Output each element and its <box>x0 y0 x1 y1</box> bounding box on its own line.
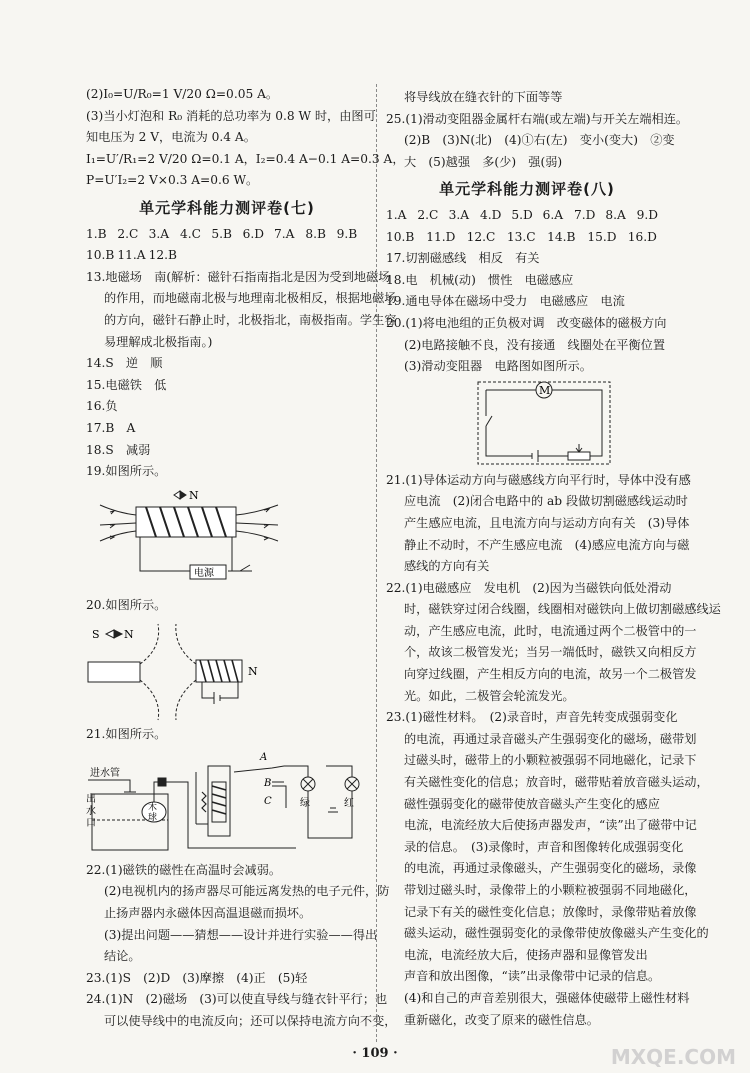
answer-23-cont: (4)和自己的声音差别很大，强磁体使磁带上磁性材料 <box>404 990 690 1005</box>
mc-answer: 12.B <box>148 248 177 263</box>
mc-answer: 6.A <box>542 207 564 222</box>
answer-23-cont: 磁头运动，磁性强弱变化的录像带使放像磁头产生变化的 <box>404 926 709 941</box>
motor-label: M <box>539 383 551 397</box>
mc-answer: 5.B <box>211 226 232 241</box>
answer-23-cont: 磁性强弱变化的磁带使放音磁头产生变化的感应 <box>404 796 660 811</box>
mc-answers-row1 <box>386 205 668 227</box>
mc-answer: 5.D <box>511 207 533 222</box>
answer-22: 22.(1)磁铁的磁性在高温时会减弱。 <box>86 862 282 877</box>
answer-25-cont: (2)B (3)N(北) (4)①右(左) 变小(变大) ②变 <box>404 133 675 148</box>
figure-label: N <box>248 665 258 679</box>
mc-answer: 8.B <box>305 226 326 241</box>
answer-14: 14.S 逆 顺 <box>86 356 163 371</box>
answer-18: 18.S 减弱 <box>86 442 151 457</box>
answer-19: 19.如图所示。 <box>86 464 167 479</box>
figure-21-water-alarm <box>86 748 368 858</box>
mc-answer: 11.A <box>117 248 146 263</box>
mc-answer: 2.C <box>417 207 439 222</box>
mc-answer: 15.D <box>587 229 617 244</box>
mc-answer: 10.B <box>386 229 415 244</box>
mc-answer: 3.A <box>148 226 170 241</box>
mc-answer: 12.C <box>466 229 496 244</box>
figure-label: 出 <box>86 793 96 805</box>
answer-23-cont: 的电流，再通过录像磁头，产生强弱变化的磁场，录像 <box>404 861 697 876</box>
section-title-8: 单元学科能力测评卷(八) <box>439 180 615 199</box>
mc-answer: 1.A <box>386 207 407 222</box>
answer-17: 17.切割磁感线 相反 有关 <box>386 251 540 266</box>
answer-23-cont: 带划过磁头时，录像带上的小颗粒被强弱不同地磁化， <box>404 883 697 897</box>
answer-21: 21.如图所示。 <box>86 727 167 742</box>
answer-23-cont: 的电流，再通过录音磁头产生强弱变化的磁场，磁带划 <box>404 731 697 746</box>
answer-13-cont: 的作用，而地磁南北极与地理南北极相反，根据地磁场 <box>104 291 397 306</box>
answer-13-cont: 易理解成北极指南。) <box>104 334 213 349</box>
answer-15: 15.电磁铁 低 <box>86 377 167 392</box>
answer-20-cont: (2)电路接触不良，没有接通 线圈处在平衡位置 <box>404 337 666 352</box>
mc-answer: 4.D <box>480 207 502 222</box>
mc-answer: 16.D <box>627 229 657 244</box>
figure-20-magnet-coil <box>88 618 268 722</box>
figure-label: S <box>92 628 100 642</box>
left-column <box>86 84 405 1033</box>
answer-21-cont: 感线的方向有关 <box>404 559 490 574</box>
figure-label: 球 <box>148 812 158 823</box>
mc-answers-row2 <box>86 245 368 267</box>
answer-22-cont: 向穿过线圈，产生相反方向的电流，故另一个二极管发 <box>404 667 697 682</box>
figure-label: 口 <box>86 817 96 829</box>
mc-answer: 7.A <box>274 226 295 241</box>
mc-answer: 2.C <box>117 226 139 241</box>
answer-23-cont: 电流，电流经放大后，使扬声器和显像管发出 <box>404 947 648 962</box>
answer-22: 22.(1)电磁感应 发电机 (2)因为当磁铁向低处滑动 <box>386 580 672 595</box>
mc-answer: 11.D <box>426 229 456 244</box>
figure-label: 红 <box>344 797 354 809</box>
mc-answer: 3.A <box>448 207 470 222</box>
text-line: I₁=U′/R₁=2 V/20 Ω=0.1 A，I₂=0.4 A−0.1 A=0.3 A， <box>86 151 405 166</box>
mc-answer: 4.C <box>180 226 201 241</box>
answer-22-cont: (2)电视机内的扬声器尽可能远离发热的电子元件，防 <box>104 884 390 899</box>
answer-23-cont: 过磁头时，磁带上的小颗粒被强弱不同地磁化，记录下 <box>404 753 697 768</box>
mc-answer: 9.B <box>336 226 358 241</box>
watermark-logo: MXQE.COM <box>610 1045 736 1069</box>
answer-13: 13.地磁场 南(解析：磁针石指南指北是因为受到地磁场 <box>86 269 391 284</box>
answer-25: 25.(1)滑动变阻器金属杆右端(或左端)与开关左端相连。 <box>386 111 689 126</box>
answer-20: 20.(1)将电池组的正负极对调 改变磁体的磁极方向 <box>386 315 667 330</box>
figure-label: C <box>264 795 272 807</box>
answer-23-cont: 有关磁性变化的信息；放音时，磁带贴着放音磁头运动， <box>404 775 709 790</box>
figure-label: 水 <box>86 805 96 817</box>
answer-21-cont: 应电流 (2)闭合电路中的 ab 段做切割磁感线运动时 <box>404 494 688 509</box>
section-title-7: 单元学科能力测评卷(七) <box>139 198 315 217</box>
mc-answer: 9.D <box>636 207 659 222</box>
answer-22-cont: 时，磁铁穿过闭合线圈，线圈相对磁铁向上做切割磁感线运 <box>404 602 721 617</box>
answer-22-cont: 结论。 <box>104 949 141 964</box>
mc-answer: 13.C <box>506 229 536 244</box>
answer-22-cont: 光。如此，二极管会轮流发光。 <box>404 688 575 703</box>
answer-25-cont: 大 (5)越强 多(少) 强(弱) <box>404 154 563 169</box>
answer-24-cont: 将导线放在缝衣针的下面等等 <box>404 90 563 104</box>
answer-23-cont: 声音和放出图像，“读”出录像带中记录的信息。 <box>404 969 661 984</box>
answer-22-cont: 个，故该二极管发光；当另一端低时，磁铁又向相反方 <box>404 645 697 660</box>
figure-label: A <box>260 751 268 763</box>
answer-22-cont: (3)提出问题——猜想——设计并进行实验——得出 <box>104 927 378 942</box>
figure-label: 进水管 <box>90 767 120 779</box>
figure-label: N <box>189 488 199 502</box>
answer-16: 16.负 <box>86 399 118 414</box>
answer-13-cont: 的方向，磁针石静止时，北极指北，南极指南。学生容 <box>104 312 397 327</box>
answer-24: 24.(1)N (2)磁场 (3)可以使直导线与缝衣针平行；也 <box>86 992 388 1007</box>
answer-24-cont: 可以使导线中的电流反向；还可以保持电流方向不变， <box>104 1014 397 1029</box>
compass-needle-icon <box>174 491 180 499</box>
text-line: P=U′I₂=2 V×0.3 A=0.6 W。 <box>86 173 259 188</box>
answer-21: 21.(1)导体运动方向与磁感线方向平行时，导体中没有感 <box>386 472 691 487</box>
figure-label: 绿 <box>300 797 310 809</box>
answer-23-cont: 电流，电流经放大后使扬声器发声，“读”出了磁带中记 <box>404 818 697 833</box>
mc-answer: 10.B <box>86 248 115 263</box>
answer-19: 19.通电导体在磁场中受力 电磁感应 电流 <box>386 294 625 309</box>
text-line: (3)当小灯泡和 R₀ 消耗的总功率为 0.8 W 时，由图可 <box>86 108 376 123</box>
answer-21-cont: 静止不动时，不产生感应电流 (4)感应电流方向与磁 <box>404 537 690 552</box>
right-column <box>386 87 721 1031</box>
mc-answers-row2 <box>386 227 668 249</box>
answer-23-cont: 录的信息。 (3)录像时，声音和图像转化成强弱变化 <box>404 839 684 854</box>
figure-label: N <box>124 628 134 642</box>
figure-19-solenoid <box>94 485 284 593</box>
answer-23: 23.(1)S (2)D (3)摩擦 (4)正 (5)轻 <box>86 970 308 985</box>
answer-22-cont: 止扬声器内永磁体因高温退磁而损坏。 <box>104 906 312 921</box>
mc-answer: 1.B <box>86 226 107 241</box>
text-line: (2)I₀=U/R₀=1 V/20 Ω=0.05 A。 <box>86 87 279 101</box>
page-number: · 109 · <box>352 1046 398 1061</box>
answer-23-cont: 重新磁化，改变了原来的磁性信息。 <box>404 1012 599 1027</box>
answer-21-cont: 产生感应电流，且电流方向与运动方向有关 (3)导体 <box>404 515 690 530</box>
answer-17: 17.B A <box>86 420 136 435</box>
mc-answers-row1 <box>86 224 368 246</box>
answer-23: 23.(1)磁性材料。 (2)录音时，声音先转变成强弱变化 <box>386 710 678 725</box>
figure-label: 木 <box>148 802 158 813</box>
answer-23-cont: 记录下有关的磁性变化信息；放像时，录像带贴着放像 <box>404 904 697 919</box>
figure-label: B <box>264 777 272 789</box>
mc-answer: 14.B <box>547 229 576 244</box>
figure-label-power: 电源 <box>194 567 214 579</box>
answer-20: 20.如图所示。 <box>86 597 167 612</box>
answer-20-cont: (3)滑动变阻器 电路图如图所示。 <box>404 359 592 374</box>
mc-answer: 8.A <box>605 207 626 222</box>
mc-answer: 6.D <box>242 226 265 241</box>
text-line: 知电压为 2 V，电流为 0.4 A。 <box>86 130 256 145</box>
answer-22-cont: 动，产生感应电流，此时，电流通过两个二极管中的一 <box>404 623 697 638</box>
figure-motor-circuit <box>386 380 668 468</box>
mc-answer: 7.D <box>574 207 596 222</box>
answer-18: 18.电 机械(动) 惯性 电磁感应 <box>386 272 574 287</box>
